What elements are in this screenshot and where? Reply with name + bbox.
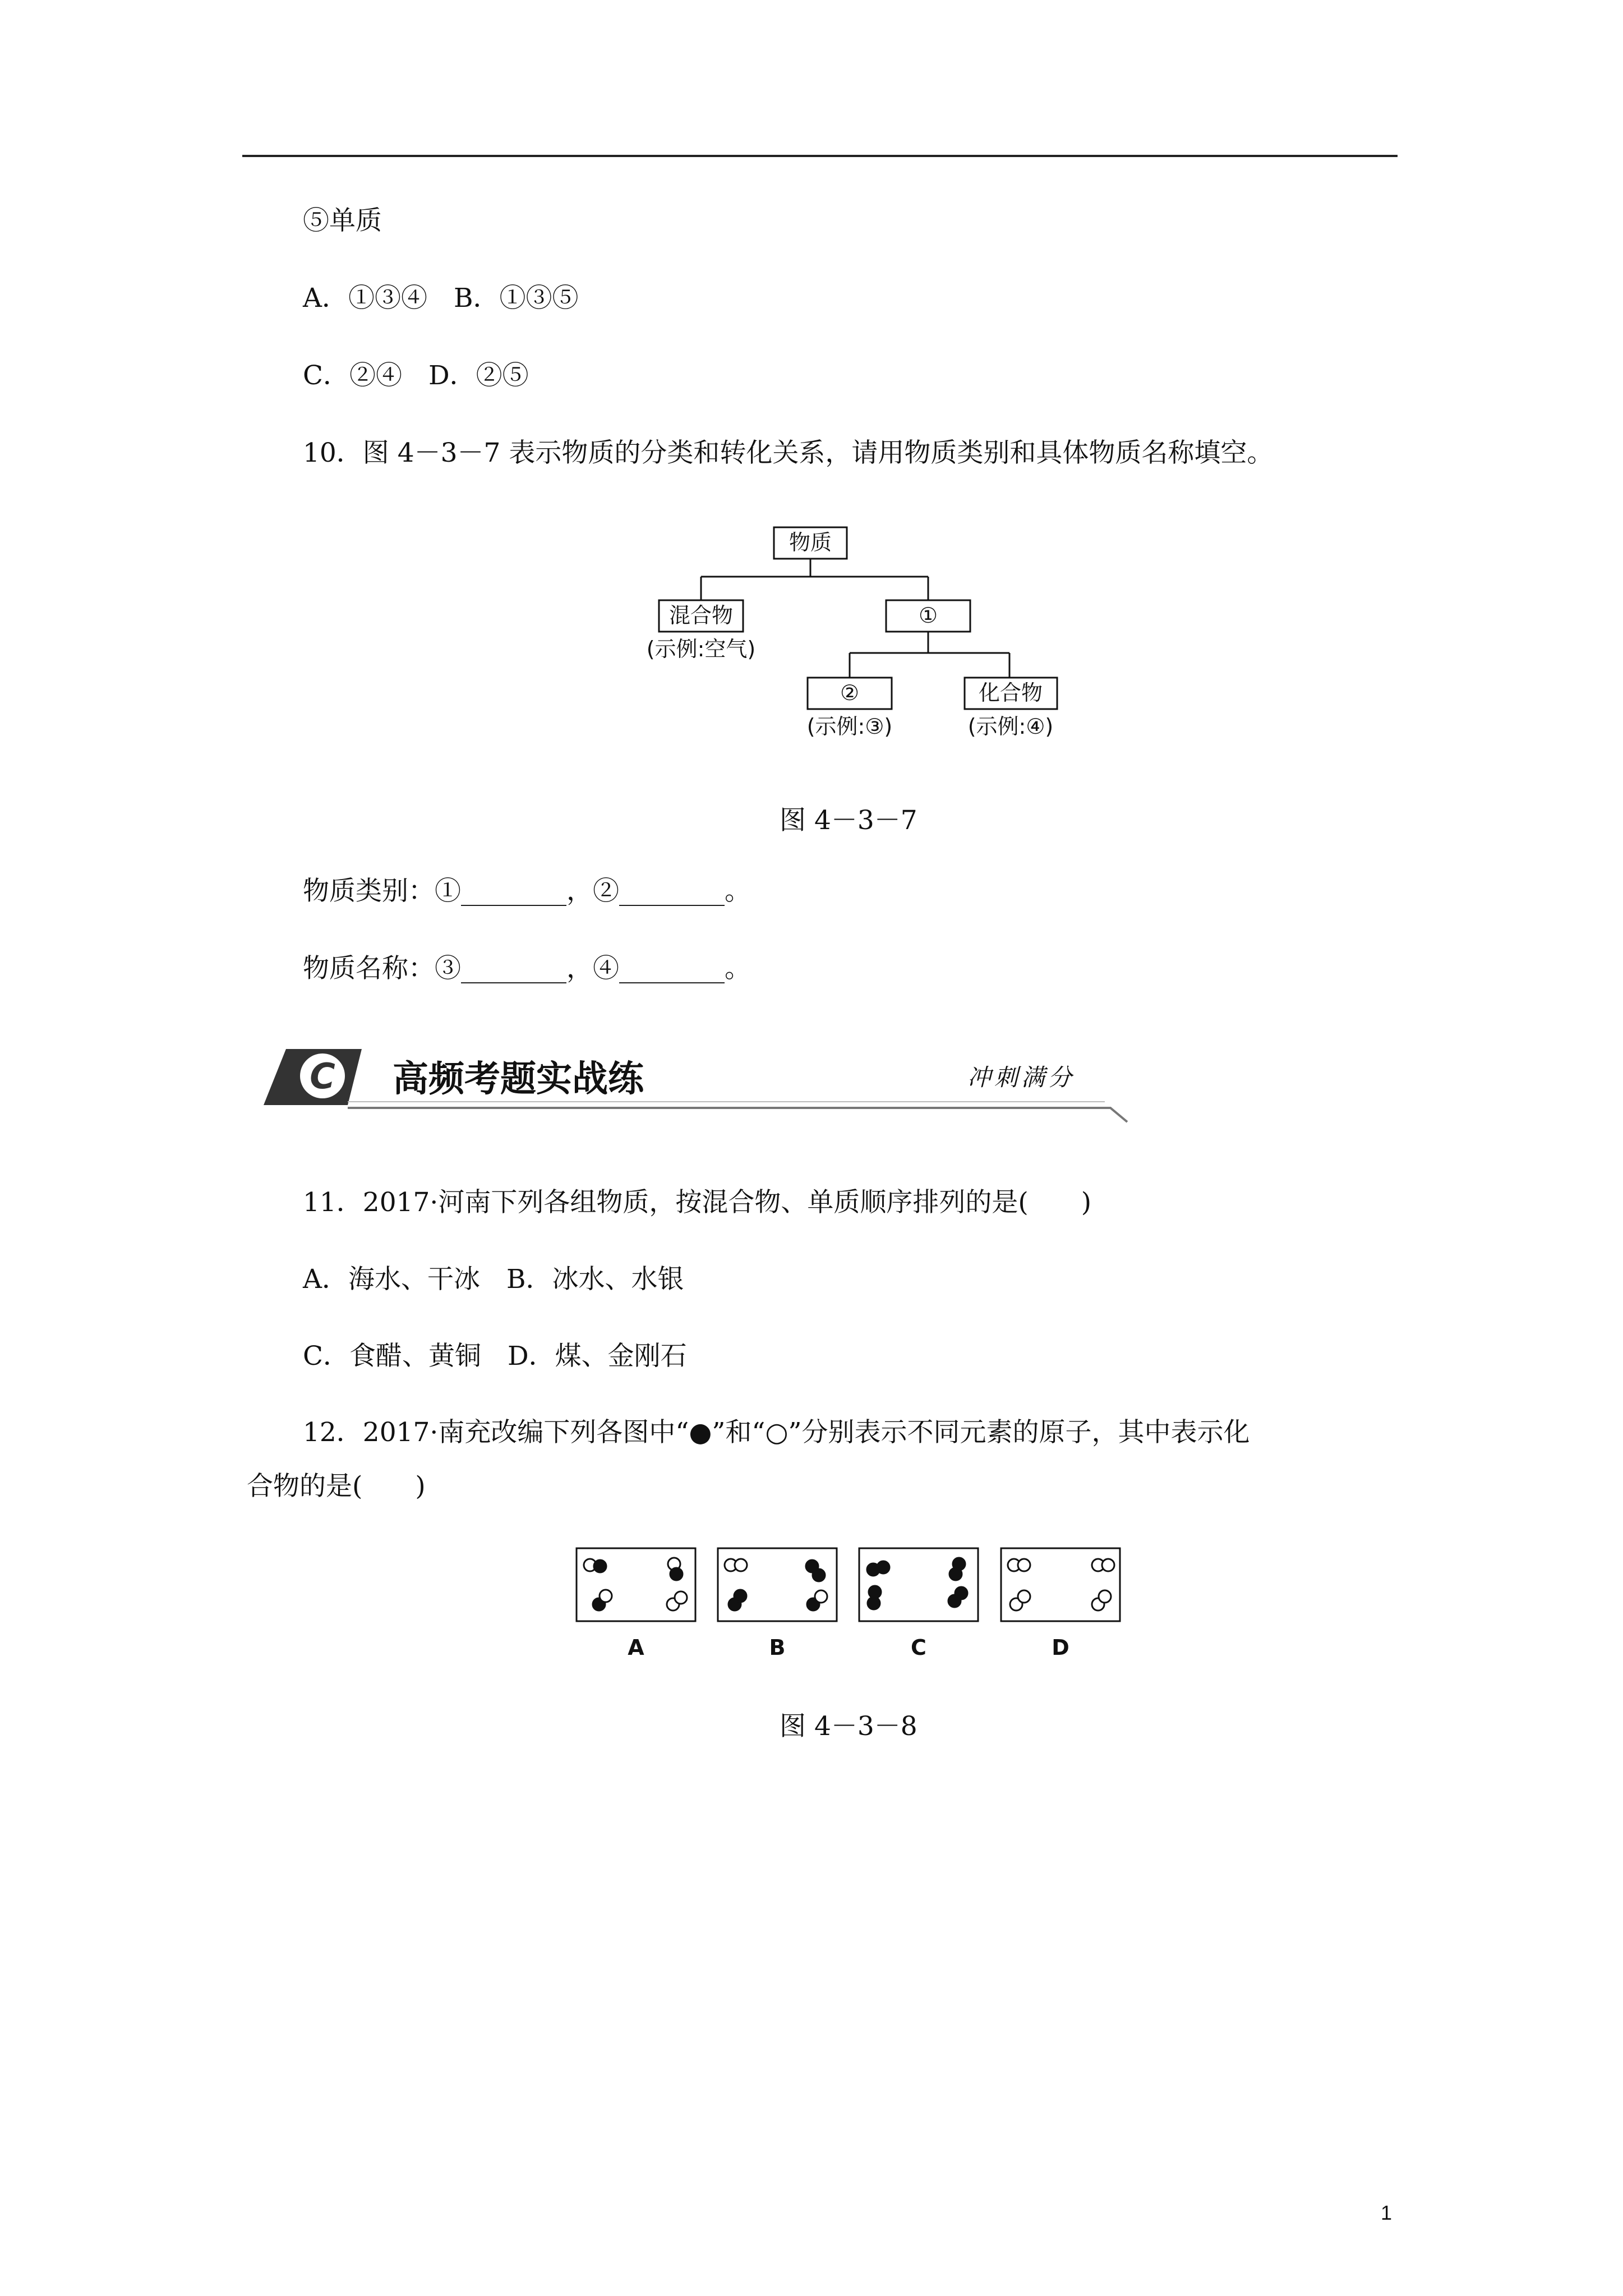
q10-stem: 10．图 4－3－7 表示物质的分类和转化关系，请用物质类别和具体物质名称填空。 [303, 438, 1274, 468]
q11-options-row2: C．食醋、黄铜 D．煤、金刚石 [303, 1341, 687, 1372]
q9-item5: ⑤单质 [303, 205, 382, 236]
pure-label: ① [918, 603, 938, 628]
panel-label-c: C [911, 1635, 926, 1660]
elem-example: (示例:③) [806, 714, 893, 739]
panel-label-a: A [628, 1635, 644, 1660]
badge-letter: C [310, 1056, 335, 1097]
root-label: 物质 [789, 530, 832, 555]
page-number: 1 [1381, 2201, 1393, 2224]
q9-options-row2: C．②④ D．②⑤ [303, 360, 529, 391]
compound-example: (示例:④) [967, 714, 1054, 739]
header-rule [242, 155, 1398, 157]
q12-stem-line1: 12．2017·南充改编下列各图中“●”和“○”分别表示不同元素的原子，其中表示化 [303, 1417, 1250, 1448]
mixture-example: (示例:空气) [646, 637, 756, 661]
elem-label: ② [840, 680, 860, 705]
q12-stem-line2: 合物的是( ) [247, 1471, 426, 1502]
q11-stem: 11．2017·河南下列各组物质，按混合物、单质顺序排列的是( ) [303, 1187, 1092, 1218]
q11-options-row1: A．海水、干冰 B．冰水、水银 [303, 1264, 684, 1295]
q10-blank-line1: 物质类别：①________，②________。 [303, 876, 751, 907]
mixture-label: 混合物 [668, 603, 734, 628]
q9-options-row1: A．①③④ B．①③⑤ [303, 283, 579, 314]
classification-diagram [623, 522, 1071, 757]
section-subtitle: 冲刺满分 [967, 1064, 1076, 1091]
panel-label-d: D [1052, 1635, 1069, 1660]
section-title: 高频考题实战练 [393, 1059, 644, 1100]
figure-caption-4-3-8: 图 4－3－8 [780, 1711, 917, 1742]
compound-label: 化合物 [978, 680, 1043, 705]
molecule-panels [572, 1543, 1133, 1666]
panel-label-b: B [769, 1635, 786, 1660]
q10-blank-line2: 物质名称：③________，④________。 [303, 953, 751, 984]
figure-caption-4-3-7: 图 4－3－7 [780, 805, 917, 836]
